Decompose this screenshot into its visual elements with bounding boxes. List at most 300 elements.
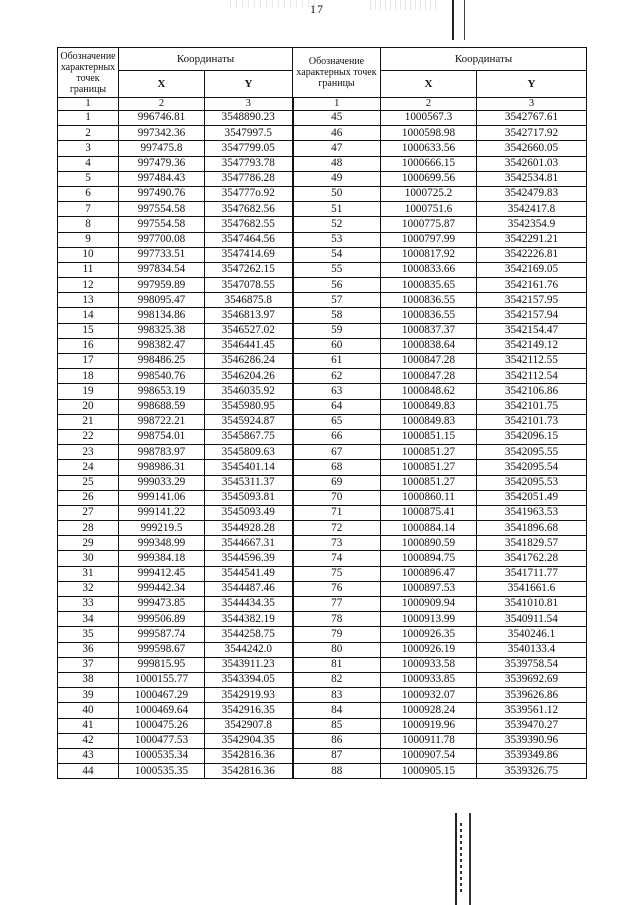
x-value-left: 997733.51 bbox=[119, 247, 205, 262]
point-id-right: 68 bbox=[293, 460, 381, 475]
y-value-left: 3542816.36 bbox=[205, 748, 293, 763]
column-number: 2 bbox=[381, 98, 477, 111]
table-row bbox=[58, 445, 587, 460]
table-row bbox=[58, 126, 587, 141]
y-value-right: 3542417.8 bbox=[477, 202, 587, 217]
x-value-right: 1000884.14 bbox=[381, 521, 477, 536]
point-id-right: 78 bbox=[293, 612, 381, 627]
y-value-left: 3544242.0 bbox=[205, 642, 293, 657]
header-x-left: X bbox=[119, 71, 205, 98]
point-id-right: 49 bbox=[293, 171, 381, 186]
point-id-right: 79 bbox=[293, 627, 381, 642]
x-value-left: 999219.5 bbox=[119, 521, 205, 536]
table-row bbox=[58, 627, 587, 642]
y-value-right: 3542354.9 bbox=[477, 217, 587, 232]
x-value-left: 1000477.53 bbox=[119, 733, 205, 748]
scan-artifact bbox=[230, 0, 320, 8]
table-row bbox=[58, 657, 587, 672]
column-numbering-row bbox=[58, 98, 587, 111]
x-value-right: 1000837.37 bbox=[381, 323, 477, 338]
y-value-left: 3545867.75 bbox=[205, 429, 293, 444]
x-value-left: 997475.8 bbox=[119, 141, 205, 156]
y-value-right: 3542479.83 bbox=[477, 186, 587, 201]
x-value-right: 1000848.62 bbox=[381, 384, 477, 399]
point-id-left: 13 bbox=[58, 293, 119, 308]
y-value-left: 3544541.49 bbox=[205, 566, 293, 581]
x-value-left: 998382.47 bbox=[119, 338, 205, 353]
point-id-right: 67 bbox=[293, 445, 381, 460]
x-value-right: 1000894.75 bbox=[381, 551, 477, 566]
point-id-left: 6 bbox=[58, 186, 119, 201]
x-value-left: 997484.43 bbox=[119, 171, 205, 186]
y-value-left: 3547078.55 bbox=[205, 278, 293, 293]
table-row bbox=[58, 429, 587, 444]
x-value-right: 1000751.6 bbox=[381, 202, 477, 217]
y-value-right: 3542717.92 bbox=[477, 126, 587, 141]
table-row bbox=[58, 111, 587, 126]
x-value-right: 1000896.47 bbox=[381, 566, 477, 581]
column-number: 1 bbox=[58, 98, 119, 111]
y-value-right: 3542101.73 bbox=[477, 414, 587, 429]
point-id-left: 31 bbox=[58, 566, 119, 581]
header-x-right: X bbox=[381, 71, 477, 98]
boundary-coordinates-table bbox=[57, 47, 587, 779]
y-value-left: 3544434.35 bbox=[205, 597, 293, 612]
y-value-right: 3542534.81 bbox=[477, 171, 587, 186]
y-value-right: 3542157.95 bbox=[477, 293, 587, 308]
y-value-left: 3546875.8 bbox=[205, 293, 293, 308]
y-value-left: 3546286.24 bbox=[205, 354, 293, 369]
point-id-left: 15 bbox=[58, 323, 119, 338]
y-value-left: 3544928.28 bbox=[205, 521, 293, 536]
x-value-right: 1000919.96 bbox=[381, 718, 477, 733]
table-row bbox=[58, 293, 587, 308]
x-value-right: 1000847.28 bbox=[381, 354, 477, 369]
table-row bbox=[58, 202, 587, 217]
point-id-left: 43 bbox=[58, 748, 119, 763]
y-value-left: 3542904.35 bbox=[205, 733, 293, 748]
x-value-left: 997554.58 bbox=[119, 202, 205, 217]
x-value-right: 1000926.19 bbox=[381, 642, 477, 657]
point-id-left: 14 bbox=[58, 308, 119, 323]
x-value-left: 1000535.35 bbox=[119, 764, 205, 779]
point-id-left: 19 bbox=[58, 384, 119, 399]
x-value-left: 999598.67 bbox=[119, 642, 205, 657]
x-value-left: 998754.01 bbox=[119, 429, 205, 444]
x-value-right: 1000851.27 bbox=[381, 445, 477, 460]
x-value-left: 999506.89 bbox=[119, 612, 205, 627]
x-value-left: 999412.45 bbox=[119, 566, 205, 581]
x-value-left: 998722.21 bbox=[119, 414, 205, 429]
table-row bbox=[58, 399, 587, 414]
y-value-right: 3539326.75 bbox=[477, 764, 587, 779]
y-value-left: 3547997.5 bbox=[205, 126, 293, 141]
table-row bbox=[58, 384, 587, 399]
table-row bbox=[58, 217, 587, 232]
point-id-left: 37 bbox=[58, 657, 119, 672]
point-id-right: 64 bbox=[293, 399, 381, 414]
point-id-right: 60 bbox=[293, 338, 381, 353]
y-value-left: 3544667.31 bbox=[205, 536, 293, 551]
point-id-right: 85 bbox=[293, 718, 381, 733]
y-value-right: 3542291.21 bbox=[477, 232, 587, 247]
point-id-right: 83 bbox=[293, 688, 381, 703]
x-value-right: 1000911.78 bbox=[381, 733, 477, 748]
table-row bbox=[58, 414, 587, 429]
binder-mark-bottom bbox=[455, 813, 471, 905]
x-value-right: 1000847.28 bbox=[381, 369, 477, 384]
header-coordinates-left: Координаты bbox=[119, 48, 293, 71]
x-value-left: 998134.86 bbox=[119, 308, 205, 323]
x-value-left: 999384.18 bbox=[119, 551, 205, 566]
x-value-right: 1000833.66 bbox=[381, 262, 477, 277]
y-value-right: 3539349.86 bbox=[477, 748, 587, 763]
x-value-left: 998688.59 bbox=[119, 399, 205, 414]
point-id-left: 22 bbox=[58, 429, 119, 444]
binder-mark-top bbox=[452, 0, 465, 40]
table-row bbox=[58, 171, 587, 186]
point-id-left: 38 bbox=[58, 672, 119, 687]
y-value-right: 3542601.03 bbox=[477, 156, 587, 171]
point-id-left: 34 bbox=[58, 612, 119, 627]
point-id-left: 12 bbox=[58, 278, 119, 293]
table-row bbox=[58, 597, 587, 612]
point-id-left: 36 bbox=[58, 642, 119, 657]
table-row bbox=[58, 718, 587, 733]
header-coordinates-right: Координаты bbox=[381, 48, 587, 71]
x-value-right: 1000905.15 bbox=[381, 764, 477, 779]
point-id-right: 72 bbox=[293, 521, 381, 536]
table-row bbox=[58, 521, 587, 536]
point-id-left: 30 bbox=[58, 551, 119, 566]
point-id-right: 61 bbox=[293, 354, 381, 369]
point-id-left: 28 bbox=[58, 521, 119, 536]
x-value-right: 1000835.65 bbox=[381, 278, 477, 293]
y-value-right: 3541661.6 bbox=[477, 581, 587, 596]
x-value-right: 1000836.55 bbox=[381, 293, 477, 308]
y-value-right: 3542767.61 bbox=[477, 111, 587, 126]
y-value-left: 3547786.28 bbox=[205, 171, 293, 186]
y-value-left: 3546204.26 bbox=[205, 369, 293, 384]
table-row bbox=[58, 475, 587, 490]
column-number: 2 bbox=[119, 98, 205, 111]
point-id-right: 62 bbox=[293, 369, 381, 384]
x-value-right: 1000933.58 bbox=[381, 657, 477, 672]
y-value-left: 3542916.35 bbox=[205, 703, 293, 718]
table-row bbox=[58, 460, 587, 475]
table-row bbox=[58, 247, 587, 262]
x-value-left: 1000475.26 bbox=[119, 718, 205, 733]
y-value-right: 3539626.86 bbox=[477, 688, 587, 703]
y-value-left: 3547262.15 bbox=[205, 262, 293, 277]
point-id-left: 5 bbox=[58, 171, 119, 186]
point-id-right: 51 bbox=[293, 202, 381, 217]
y-value-left: 3545924.87 bbox=[205, 414, 293, 429]
y-value-right: 3540133.4 bbox=[477, 642, 587, 657]
point-id-left: 41 bbox=[58, 718, 119, 733]
point-id-left: 9 bbox=[58, 232, 119, 247]
point-id-left: 39 bbox=[58, 688, 119, 703]
y-value-right: 3540911.54 bbox=[477, 612, 587, 627]
point-id-right: 74 bbox=[293, 551, 381, 566]
y-value-right: 3542112.55 bbox=[477, 354, 587, 369]
table-body bbox=[58, 111, 587, 779]
x-value-right: 1000598.98 bbox=[381, 126, 477, 141]
header-y-right: Y bbox=[477, 71, 587, 98]
y-value-left: 3544382.19 bbox=[205, 612, 293, 627]
y-value-left: 3547414.69 bbox=[205, 247, 293, 262]
x-value-right: 1000797.99 bbox=[381, 232, 477, 247]
point-id-left: 24 bbox=[58, 460, 119, 475]
y-value-right: 3539561.12 bbox=[477, 703, 587, 718]
y-value-right: 3541010.81 bbox=[477, 597, 587, 612]
y-value-left: 3547464.56 bbox=[205, 232, 293, 247]
x-value-right: 1000909.94 bbox=[381, 597, 477, 612]
x-value-left: 1000469.64 bbox=[119, 703, 205, 718]
y-value-right: 3542157.94 bbox=[477, 308, 587, 323]
x-value-right: 1000851.27 bbox=[381, 460, 477, 475]
point-id-left: 44 bbox=[58, 764, 119, 779]
table-row bbox=[58, 581, 587, 596]
page-number: 17 bbox=[310, 2, 324, 16]
x-value-left: 999348.99 bbox=[119, 536, 205, 551]
y-value-left: 3547799.05 bbox=[205, 141, 293, 156]
table-row bbox=[58, 338, 587, 353]
point-id-right: 88 bbox=[293, 764, 381, 779]
y-value-left: 3547682.56 bbox=[205, 202, 293, 217]
point-id-right: 55 bbox=[293, 262, 381, 277]
y-value-right: 3542095.55 bbox=[477, 445, 587, 460]
header-point-designation-right: Обозначение характерных точек границы bbox=[293, 48, 381, 98]
point-id-left: 26 bbox=[58, 490, 119, 505]
point-id-left: 27 bbox=[58, 505, 119, 520]
y-value-left: 3543394.05 bbox=[205, 672, 293, 687]
point-id-left: 21 bbox=[58, 414, 119, 429]
x-value-left: 998325.38 bbox=[119, 323, 205, 338]
x-value-left: 1000155.77 bbox=[119, 672, 205, 687]
x-value-left: 997490.76 bbox=[119, 186, 205, 201]
y-value-left: 3542816.36 bbox=[205, 764, 293, 779]
table-row bbox=[58, 278, 587, 293]
y-value-right: 3542149.12 bbox=[477, 338, 587, 353]
x-value-left: 1000535.34 bbox=[119, 748, 205, 763]
y-value-right: 3542051.49 bbox=[477, 490, 587, 505]
point-id-right: 65 bbox=[293, 414, 381, 429]
x-value-left: 996746.81 bbox=[119, 111, 205, 126]
point-id-right: 50 bbox=[293, 186, 381, 201]
x-value-right: 1000897.53 bbox=[381, 581, 477, 596]
y-value-right: 3542660.05 bbox=[477, 141, 587, 156]
y-value-right: 3542161.76 bbox=[477, 278, 587, 293]
table-row bbox=[58, 262, 587, 277]
x-value-left: 999033.29 bbox=[119, 475, 205, 490]
x-value-left: 999141.06 bbox=[119, 490, 205, 505]
point-id-left: 17 bbox=[58, 354, 119, 369]
table-row bbox=[58, 490, 587, 505]
x-value-left: 998653.19 bbox=[119, 384, 205, 399]
point-id-right: 63 bbox=[293, 384, 381, 399]
y-value-left: 3545809.63 bbox=[205, 445, 293, 460]
x-value-right: 1000838.64 bbox=[381, 338, 477, 353]
point-id-left: 20 bbox=[58, 399, 119, 414]
y-value-left: 3547793.78 bbox=[205, 156, 293, 171]
point-id-right: 82 bbox=[293, 672, 381, 687]
y-value-left: 3546441.45 bbox=[205, 338, 293, 353]
scan-artifact bbox=[370, 0, 440, 10]
y-value-right: 3542095.54 bbox=[477, 460, 587, 475]
y-value-right: 3539470.27 bbox=[477, 718, 587, 733]
table-row bbox=[58, 141, 587, 156]
point-id-right: 77 bbox=[293, 597, 381, 612]
y-value-left: 3542919.93 bbox=[205, 688, 293, 703]
table-row bbox=[58, 186, 587, 201]
y-value-left: 3546035.92 bbox=[205, 384, 293, 399]
point-id-right: 52 bbox=[293, 217, 381, 232]
y-value-left: 3546527.02 bbox=[205, 323, 293, 338]
y-value-left: 3546813.97 bbox=[205, 308, 293, 323]
x-value-left: 1000467.29 bbox=[119, 688, 205, 703]
point-id-right: 48 bbox=[293, 156, 381, 171]
y-value-right: 3539390.96 bbox=[477, 733, 587, 748]
point-id-left: 23 bbox=[58, 445, 119, 460]
point-id-left: 11 bbox=[58, 262, 119, 277]
x-value-right: 1000913.99 bbox=[381, 612, 477, 627]
point-id-left: 16 bbox=[58, 338, 119, 353]
point-id-right: 59 bbox=[293, 323, 381, 338]
y-value-right: 3542154.47 bbox=[477, 323, 587, 338]
point-id-left: 42 bbox=[58, 733, 119, 748]
y-value-left: 3545980.95 bbox=[205, 399, 293, 414]
x-value-right: 1000633.56 bbox=[381, 141, 477, 156]
column-number: 1 bbox=[293, 98, 381, 111]
x-value-right: 1000928.24 bbox=[381, 703, 477, 718]
point-id-right: 71 bbox=[293, 505, 381, 520]
point-id-right: 54 bbox=[293, 247, 381, 262]
y-value-right: 3542112.54 bbox=[477, 369, 587, 384]
table-row bbox=[58, 764, 587, 779]
y-value-left: 3547682.55 bbox=[205, 217, 293, 232]
y-value-left: 3544258.75 bbox=[205, 627, 293, 642]
x-value-right: 1000849.83 bbox=[381, 399, 477, 414]
table-row bbox=[58, 688, 587, 703]
point-id-right: 80 bbox=[293, 642, 381, 657]
point-id-left: 8 bbox=[58, 217, 119, 232]
point-id-left: 40 bbox=[58, 703, 119, 718]
y-value-right: 3542101.75 bbox=[477, 399, 587, 414]
table-row bbox=[58, 369, 587, 384]
table-row bbox=[58, 703, 587, 718]
point-id-right: 76 bbox=[293, 581, 381, 596]
y-value-right: 3540246.1 bbox=[477, 627, 587, 642]
y-value-right: 3541711.77 bbox=[477, 566, 587, 581]
point-id-right: 84 bbox=[293, 703, 381, 718]
x-value-right: 1000926.35 bbox=[381, 627, 477, 642]
y-value-left: 3545093.49 bbox=[205, 505, 293, 520]
x-value-left: 997479.36 bbox=[119, 156, 205, 171]
point-id-left: 35 bbox=[58, 627, 119, 642]
x-value-right: 1000860.11 bbox=[381, 490, 477, 505]
point-id-right: 58 bbox=[293, 308, 381, 323]
y-value-right: 3541963.53 bbox=[477, 505, 587, 520]
y-value-left: 3544487.46 bbox=[205, 581, 293, 596]
point-id-left: 32 bbox=[58, 581, 119, 596]
table-row bbox=[58, 536, 587, 551]
table-row bbox=[58, 156, 587, 171]
x-value-right: 1000851.15 bbox=[381, 429, 477, 444]
y-value-left: 3545401.14 bbox=[205, 460, 293, 475]
point-id-right: 87 bbox=[293, 748, 381, 763]
point-id-left: 1 bbox=[58, 111, 119, 126]
x-value-left: 999473.85 bbox=[119, 597, 205, 612]
table-row bbox=[58, 642, 587, 657]
y-value-right: 3542169.05 bbox=[477, 262, 587, 277]
y-value-right: 3541829.57 bbox=[477, 536, 587, 551]
y-value-left: 354777o.92 bbox=[205, 186, 293, 201]
table-row bbox=[58, 354, 587, 369]
y-value-left: 3545093.81 bbox=[205, 490, 293, 505]
table-row bbox=[58, 232, 587, 247]
table-row bbox=[58, 748, 587, 763]
y-value-right: 3541762.28 bbox=[477, 551, 587, 566]
point-id-left: 7 bbox=[58, 202, 119, 217]
x-value-left: 997342.36 bbox=[119, 126, 205, 141]
y-value-right: 3542096.15 bbox=[477, 429, 587, 444]
table-row bbox=[58, 551, 587, 566]
header-y-left: Y bbox=[205, 71, 293, 98]
y-value-left: 3544596.39 bbox=[205, 551, 293, 566]
x-value-left: 997554.58 bbox=[119, 217, 205, 232]
point-id-right: 53 bbox=[293, 232, 381, 247]
point-id-right: 45 bbox=[293, 111, 381, 126]
table-row bbox=[58, 733, 587, 748]
x-value-right: 1000933.85 bbox=[381, 672, 477, 687]
y-value-left: 3545311.37 bbox=[205, 475, 293, 490]
y-value-right: 3542106.86 bbox=[477, 384, 587, 399]
table-row bbox=[58, 505, 587, 520]
point-id-right: 69 bbox=[293, 475, 381, 490]
x-value-left: 999587.74 bbox=[119, 627, 205, 642]
point-id-right: 81 bbox=[293, 657, 381, 672]
x-value-right: 1000875.41 bbox=[381, 505, 477, 520]
x-value-left: 998986.31 bbox=[119, 460, 205, 475]
y-value-right: 3541896.68 bbox=[477, 521, 587, 536]
point-id-left: 3 bbox=[58, 141, 119, 156]
x-value-right: 1000699.56 bbox=[381, 171, 477, 186]
point-id-right: 70 bbox=[293, 490, 381, 505]
table-row bbox=[58, 566, 587, 581]
point-id-right: 46 bbox=[293, 126, 381, 141]
point-id-right: 73 bbox=[293, 536, 381, 551]
x-value-right: 1000849.83 bbox=[381, 414, 477, 429]
x-value-right: 1000775.87 bbox=[381, 217, 477, 232]
y-value-right: 3539758.54 bbox=[477, 657, 587, 672]
x-value-right: 1000725.2 bbox=[381, 186, 477, 201]
y-value-left: 3542907.8 bbox=[205, 718, 293, 733]
table-row bbox=[58, 308, 587, 323]
table-row bbox=[58, 323, 587, 338]
header-point-designation-left: Обозначение характерных точек границы bbox=[58, 48, 119, 98]
x-value-left: 997959.89 bbox=[119, 278, 205, 293]
x-value-left: 997700.08 bbox=[119, 232, 205, 247]
x-value-left: 999815.95 bbox=[119, 657, 205, 672]
x-value-right: 1000851.27 bbox=[381, 475, 477, 490]
point-id-right: 75 bbox=[293, 566, 381, 581]
x-value-right: 1000932.07 bbox=[381, 688, 477, 703]
column-number: 3 bbox=[477, 98, 587, 111]
x-value-left: 997834.54 bbox=[119, 262, 205, 277]
point-id-left: 29 bbox=[58, 536, 119, 551]
x-value-left: 999141.22 bbox=[119, 505, 205, 520]
